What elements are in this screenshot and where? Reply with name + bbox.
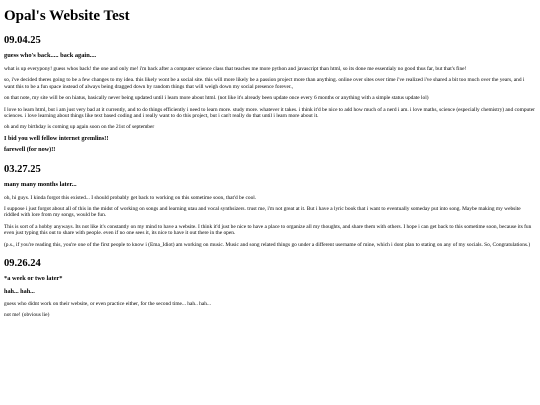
entry-date: 09.26.24 (4, 258, 41, 270)
blog-entry-03-27-25 (4, 164, 536, 248)
entry-bold-line: I bid you well fellow internet gremlins!! (4, 134, 109, 142)
entry-paragraph: on that note, my site will be on hiatus, basically never being updated until i learn more about html. (not like it's already been update once every 6 months or anything with a simple status update lol) (4, 95, 429, 102)
entry-heading: many many months later... (4, 180, 77, 188)
entry-paragraph: so, i've decided theres going to be a few changes to my idea. this likely wont be a social site. this will more likely be a passion project more than anything. online over sites over time i've realized i've shared a bit too much over the years, and i want this to be a fun space instead of always being dragged down by random things that will weigh down my social presence forever., (4, 77, 525, 90)
blog-entry-09-04-25 (4, 35, 536, 154)
entry-paragraph: not me! (obvious lie) (4, 311, 50, 318)
entry-bold-line: hah... hah... (4, 288, 35, 296)
page-title: Opal's Website Test (4, 8, 130, 24)
entry-paragraph: oh and my birthday is coming up again soon on the 21st of september (4, 124, 155, 131)
entry-paragraph: (p.s., if you're reading this, you're one of the first people to know i (Ema_Idiot) am working on music. Music and song related things go under a different username of mine, which i dont plan to stating on any of my socials. So, Congratulations.) (4, 241, 531, 248)
entry-paragraph: This is sort of a hobby anyways. Its not like it's constantly on my mind to have a website. I think it'd just be nice to have a place to organize all my thoughts, and share them with others. I hope i can get back to this sometime soon, because its fun even just typing this out to share with people. even if no one sees it, its nice to have it out there in the open. (4, 223, 532, 237)
entry-date: 03.27.25 (4, 163, 41, 175)
entry-paragraph: oh, hi guys. I kinda forgot this existed... I should probably get back to working on this sometime soon, that'd be cool. (4, 194, 257, 201)
entry-heading: guess who's back..... back again.... (4, 52, 97, 59)
entry-paragraph: what is up everypony! guess whos back! the one and only me! i'm back after a computer science class that teaches me more python and javascript than html, so its done me essentialy no good thus far, but that's fine! (4, 66, 467, 72)
entry-paragraph: I love to learn html, but i am just very bad at it currently, and to do things efficiently i need to learn more. study more. whatever it takes. i think it'd be nice to add how much of a nerd i am. i love maths, science (especially chemistry) and computer sciences. i love learning about things like text based coding and i really want to do this project, but i can't really do that until i learn more about it. (4, 106, 535, 120)
entry-date: 09.04.25 (4, 35, 41, 46)
entry-paragraph: I suppose i just forgot about all of this in the midst of working on songs and learning utau and vocal synthsizers. trust me, i'm not great at it. But i have a lyric book that i want to eventually someday put into song. Maybe making my website riddled with lore from my songs, would be fun. (4, 206, 521, 219)
entry-heading: *a week or two later* (4, 275, 63, 283)
blog-entry-09-26-24 (4, 258, 536, 318)
entry-bold-line: farewell (for now)!! (4, 146, 56, 154)
entry-paragraph: guess who didnt work on their website, or even practice either, for the second time... hah.. hah... (4, 300, 211, 307)
